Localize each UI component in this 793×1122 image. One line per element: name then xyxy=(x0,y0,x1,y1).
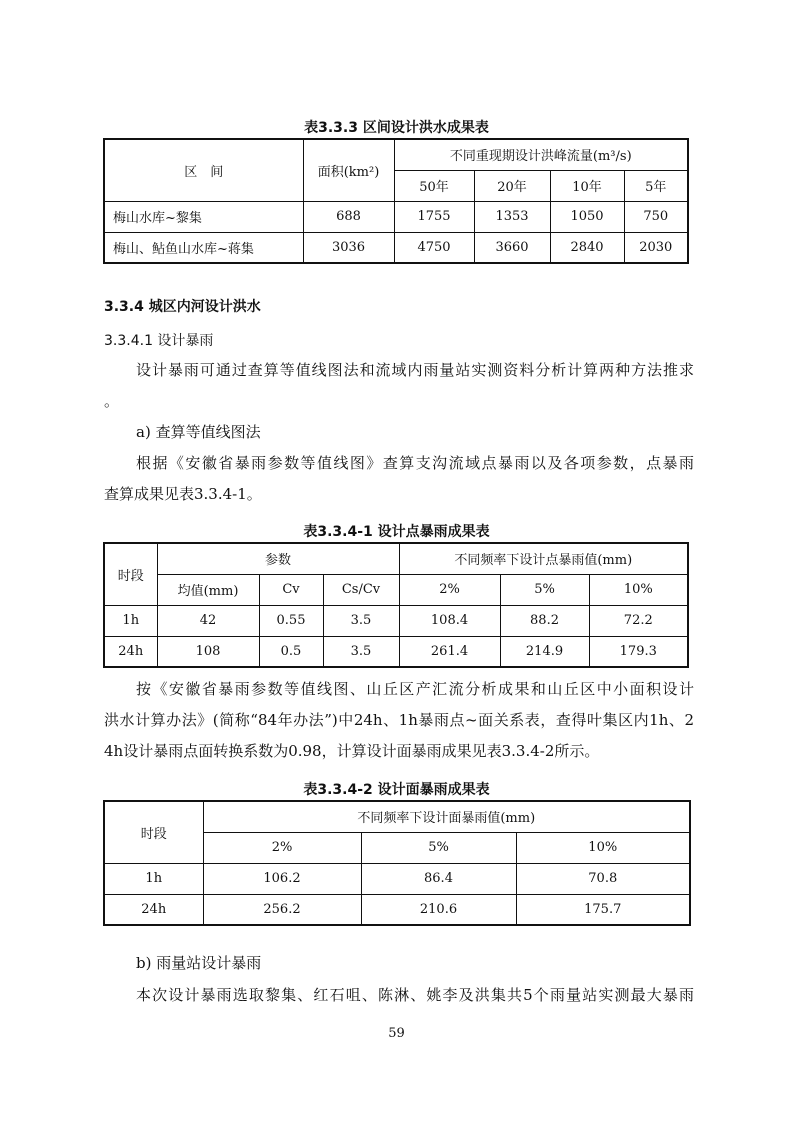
table1-header-period: 50年 xyxy=(394,170,474,201)
table2-cell-param: 0.5 xyxy=(259,636,323,667)
table2-header-freq-value: 10% xyxy=(589,574,688,605)
table-row xyxy=(104,636,688,667)
table1-cell-value: 2840 xyxy=(550,232,624,263)
table2-cell-value: 108.4 xyxy=(399,605,500,636)
table1-cell-value: 2030 xyxy=(624,232,688,263)
table1-cell-value: 750 xyxy=(624,201,688,232)
table2-cell-param: 42 xyxy=(157,605,259,636)
paragraph-line: 根据《安徽省暴雨参数等值线图》查算支沟流域点暴雨以及各项参数，点暴雨 xyxy=(136,454,694,472)
paragraph-line: 洪水计算办法》(简称“84年办法”)中24h、1h暴雨点~面关系表，查得叶集区内1h、2 xyxy=(104,711,694,729)
table2-cell-value: 179.3 xyxy=(589,636,688,667)
table3-header-freq-value: 2% xyxy=(203,832,361,863)
paragraph-line: 设计暴雨可通过查算等值线图法和流域内雨量站实测资料分析计算两种方法推求 xyxy=(136,361,694,379)
table1-cell-value: 1353 xyxy=(474,201,550,232)
paragraph-line: 。 xyxy=(104,392,120,410)
table2-cell-param: 0.55 xyxy=(259,605,323,636)
table3-header-period: 时段 xyxy=(104,801,203,863)
table2-header-params: 参数 xyxy=(157,543,399,574)
table3-caption: 表3.3.4-2 设计面暴雨成果表 xyxy=(303,782,490,798)
paragraph-line: 4h设计暴雨点面转换系数为0.98，计算设计面暴雨成果见表3.3.4-2所示。 xyxy=(104,742,600,760)
table1-header-period: 5年 xyxy=(624,170,688,201)
table1-caption: 表3.3.3 区间设计洪水成果表 xyxy=(304,120,489,136)
table-row xyxy=(104,605,688,636)
table-row xyxy=(104,201,688,232)
table3-cell-value: 70.8 xyxy=(516,863,690,894)
table1-header-group: 不同重现期设计洪峰流量(m³/s) xyxy=(394,139,688,170)
table2-cell-param: 3.5 xyxy=(323,636,399,667)
table3-area-rainstorm xyxy=(103,800,691,926)
paragraph-line: 查算成果见表3.3.4-1。 xyxy=(104,485,262,503)
table2-cell-value: 261.4 xyxy=(399,636,500,667)
table2-cell-period: 24h xyxy=(104,636,157,667)
table1-cell-value: 4750 xyxy=(394,232,474,263)
table2-cell-period: 1h xyxy=(104,605,157,636)
table2-cell-value: 214.9 xyxy=(500,636,589,667)
table2-header-freq: 不同频率下设计点暴雨值(mm) xyxy=(399,543,688,574)
table2-header-param: 均值(mm) xyxy=(157,574,259,605)
table1-cell-value: 1755 xyxy=(394,201,474,232)
table3-cell-value: 256.2 xyxy=(203,894,361,925)
page-number: 59 xyxy=(388,1026,405,1041)
table3-cell-value: 210.6 xyxy=(361,894,516,925)
table2-header-param: Cv xyxy=(259,574,323,605)
subsection-heading-b: b) 雨量站设计暴雨 xyxy=(136,954,262,972)
table2-cell-param: 108 xyxy=(157,636,259,667)
table-row xyxy=(104,894,690,925)
table3-cell-period: 24h xyxy=(104,894,203,925)
table1-header-area: 面积(km²) xyxy=(303,139,394,201)
table2-cell-value: 88.2 xyxy=(500,605,589,636)
table1-cell-name: 梅山水库~黎集 xyxy=(104,201,303,232)
table2-cell-value: 72.2 xyxy=(589,605,688,636)
table2-header-freq-value: 5% xyxy=(500,574,589,605)
table3-header-freq-value: 10% xyxy=(516,832,690,863)
paragraph-line: 本次设计暴雨选取黎集、红石咀、陈淋、姚李及洪集共5个雨量站实测最大暴雨 xyxy=(136,986,694,1004)
table1-header-period: 20年 xyxy=(474,170,550,201)
table1-cell-area: 688 xyxy=(303,201,394,232)
table1-cell-value: 1050 xyxy=(550,201,624,232)
table-row xyxy=(104,863,690,894)
subsection-heading-a: a) 查算等值线图法 xyxy=(136,423,261,441)
section-heading-3-3-4: 3.3.4 城区内河设计洪水 xyxy=(104,299,261,315)
table3-cell-value: 86.4 xyxy=(361,863,516,894)
table1-header-section: 区 间 xyxy=(104,139,303,201)
table3-cell-period: 1h xyxy=(104,863,203,894)
table3-cell-value: 175.7 xyxy=(516,894,690,925)
table1-cell-name: 梅山、鲇鱼山水库~蒋集 xyxy=(104,232,303,263)
table2-caption: 表3.3.4-1 设计点暴雨成果表 xyxy=(303,524,490,540)
table3-cell-value: 106.2 xyxy=(203,863,361,894)
table1-cell-value: 3660 xyxy=(474,232,550,263)
paragraph-line: 按《安徽省暴雨参数等值线图、山丘区产汇流分析成果和山丘区中小面积设计 xyxy=(136,680,694,698)
table-row xyxy=(104,232,688,263)
table3-header-freq: 不同频率下设计面暴雨值(mm) xyxy=(203,801,690,832)
table1-flood-results xyxy=(103,138,689,264)
table3-header-freq-value: 5% xyxy=(361,832,516,863)
table2-header-param: Cs/Cv xyxy=(323,574,399,605)
table2-header-freq-value: 2% xyxy=(399,574,500,605)
table1-header-period: 10年 xyxy=(550,170,624,201)
table2-header-period: 时段 xyxy=(104,543,157,605)
table1-cell-area: 3036 xyxy=(303,232,394,263)
table2-point-rainstorm xyxy=(103,542,689,668)
section-heading-3-3-4-1: 3.3.4.1 设计暴雨 xyxy=(104,333,214,349)
table2-cell-param: 3.5 xyxy=(323,605,399,636)
